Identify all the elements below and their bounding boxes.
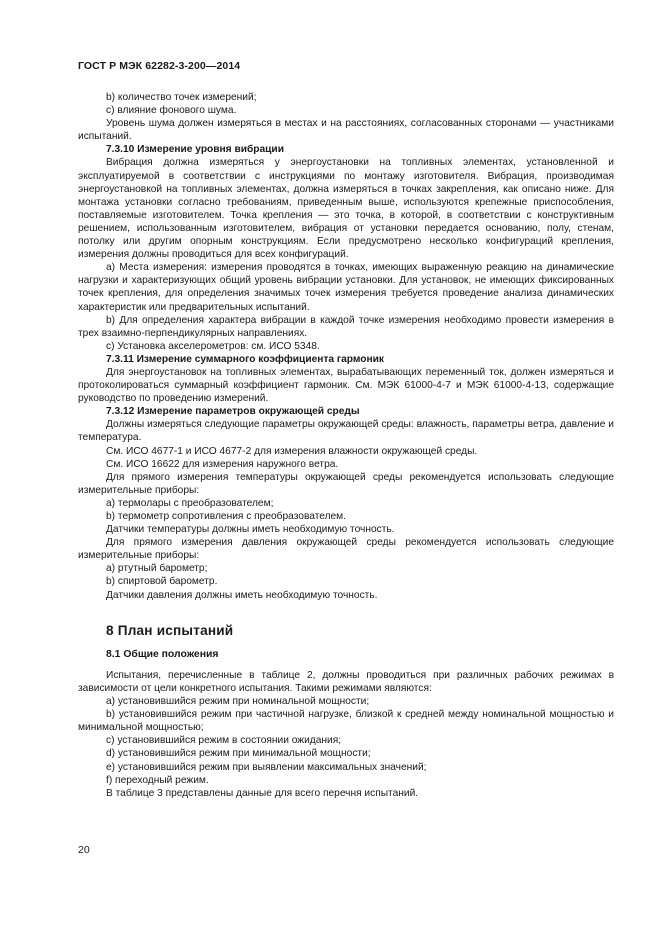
paragraph: См. ИСО 4677-1 и ИСО 4677-2 для измерения влажности окружающей среды. bbox=[106, 445, 478, 457]
list-item: a) установившийся режим при номинальной мощности; bbox=[106, 696, 370, 708]
page-body bbox=[78, 91, 614, 800]
list-item: e) установившийся режим при выявлении максимальных значений; bbox=[106, 761, 427, 773]
paragraph: b) Для определения характера вибрации в каждой точке измерения необходимо провести измерения в трех взаимно-перпендикулярных направлениях. bbox=[78, 314, 614, 339]
page-number: 20 bbox=[78, 844, 90, 856]
paragraph: См. ИСО 16622 для измерения наружного ветра. bbox=[106, 458, 339, 470]
list-item: c) установившийся режим в состоянии ожидания; bbox=[106, 735, 342, 747]
paragraph: Датчики температуры должны иметь необходимую точность. bbox=[106, 524, 395, 536]
section-heading-8-1: 8.1 Общие положения bbox=[106, 648, 219, 660]
list-item: f) переходный режим. bbox=[106, 774, 209, 786]
paragraph: Для прямого измерения давления окружающей среды рекомендуется использовать следующие измерительные приборы: bbox=[78, 537, 614, 562]
paragraph: a) Места измерения: измерения проводятся в точках, имеющих выраженную реакцию на динамические нагрузки и характеризующих общий уровень вибрации установки. Для установок, не имеющих фиксированных точек крепления, для определения значимых точек измерения требуется проведение анализа динамических характеристик или предварительных испытаний. bbox=[78, 262, 614, 313]
paragraph: В таблице 3 представлены данные для всего перечня испытаний. bbox=[106, 787, 419, 799]
list-item: b) количество точек измерений; bbox=[106, 92, 257, 103]
paragraph: Вибрация должна измеряться у энергоустановки на топливных элементах, установленной и эксплуатируемой в соответствии с инструкциями по монтажу изготовителя. Вибрация, производимая энергоустановкой на топливных элементах, должна измеряться в точках закрепления, как описано ниже. Для монтажа установки согласно требованиям, приведенным выше, используются крепежные приспособления, поставляемые изготовителем. Точка крепления — это точка, в которой, в соответствии с конструктивным решением, использованным изготовителем, вибрация от установки передается основанию, полу, стенам, потолку или другим опорным конструкциям. Если предусмотрено несколько конфигураций крепления, измерения должны проводиться для всех конфигураций. bbox=[78, 157, 614, 261]
paragraph: Для прямого измерения температуры окружающей среды рекомендуется использовать следующие измерительные приборы: bbox=[78, 471, 614, 496]
paragraph: Испытания, перечисленные в таблице 2, должны проводиться при различных рабочих режимах в зависимости от цели конкретного испытания. Такими режимами являются: bbox=[78, 669, 614, 694]
list-item: a) ртутный барометр; bbox=[106, 563, 208, 575]
list-item: b) спиртовой барометр. bbox=[106, 576, 218, 588]
list-item: b) термометр сопротивления с преобразователем. bbox=[106, 511, 347, 522]
section-heading-7-3-12: 7.3.12 Измерение параметров окружающей среды bbox=[106, 406, 360, 418]
section-heading-7-3-11: 7.3.11 Измерение суммарного коэффициента гармоник bbox=[106, 353, 385, 365]
paragraph: Должны измеряться следующие параметры окружающей среды: влажность, параметры ветра, давление и температура. bbox=[78, 419, 614, 444]
paragraph: Датчики давления должны иметь необходимую точность. bbox=[106, 589, 378, 601]
list-item: d) установившийся режим при минимальной мощности; bbox=[106, 748, 371, 760]
section-heading-7-3-10: 7.3.10 Измерение уровня вибрации bbox=[106, 144, 284, 156]
paragraph: c) Установка акселерометров: см. ИСО 5348. bbox=[106, 340, 320, 352]
list-item: b) установившийся режим при частичной нагрузке, близкой к средней между номинальной мощностью и минимальной мощностью; bbox=[78, 709, 614, 734]
list-item: a) термолары с преобразователем; bbox=[106, 497, 274, 509]
section-heading-8: 8 План испытаний bbox=[106, 622, 234, 638]
paragraph: Для энергоустановок на топливных элементах, вырабатывающих переменный ток, должен измеряться и протоколироваться суммарный коэффициент гармоник. См. МЭК 61000-4-7 и МЭК 61000-4-13, содержащие руководство по проведению измерений. bbox=[78, 366, 614, 405]
list-item: c) влияние фонового шума. bbox=[106, 105, 237, 117]
paragraph: Уровень шума должен измеряться в местах и на расстояниях, согласованных сторонами — участниками испытаний. bbox=[78, 118, 614, 143]
document-code-header: ГОСТ Р МЭК 62282-3-200—2014 bbox=[78, 60, 241, 72]
